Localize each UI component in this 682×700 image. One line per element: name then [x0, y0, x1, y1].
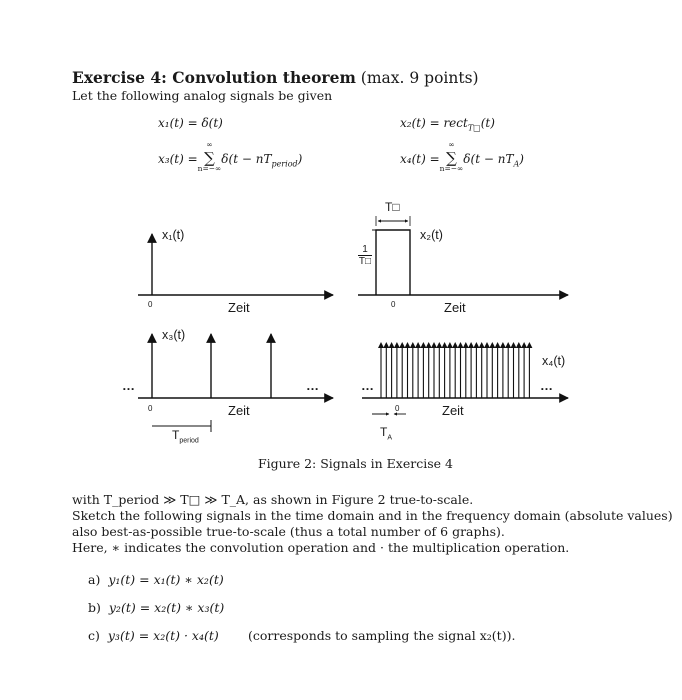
x4-label: x₄(t): [542, 354, 566, 368]
x4-dots-left: …: [361, 378, 374, 393]
x4-impulse-head-25: [511, 342, 517, 348]
task-c: c) y₃(t) = x₂(t) · x₄(t): [88, 628, 219, 643]
x4-impulse-head-21: [489, 342, 495, 348]
x2-height-label: 1 T□: [358, 244, 372, 267]
x1-zero: 0: [148, 300, 153, 309]
x4-dots-right: …: [540, 378, 553, 393]
x3-dots-right: …: [306, 378, 319, 393]
x4-impulse-train: [381, 344, 529, 398]
x4-impulse-head-19: [479, 342, 485, 348]
x4-impulse-head-17: [468, 342, 474, 348]
task-c-note: (corresponds to sampling the signal x₂(t)).: [248, 628, 516, 643]
x4-ta-label: $T_A$: [380, 425, 393, 442]
x4-impulse-head-5: [405, 342, 411, 348]
x2-width-label: T□: [385, 200, 400, 214]
x4-impulse-head-12: [442, 342, 448, 348]
x4-impulse-head-24: [505, 342, 511, 348]
x3-zero: 0: [148, 404, 153, 413]
x4-zeit: Zeit: [442, 403, 464, 418]
figure-caption: Figure 2: Signals in Exercise 4: [258, 456, 453, 471]
x4-impulse-head-23: [500, 342, 506, 348]
text-line-1: with T_period ≫ T□ ≫ T_A, as shown in Figure 2 true-to-scale.: [72, 492, 474, 507]
x2-label: x₂(t): [420, 228, 443, 242]
equation-x3: x₃(t) = ∑ ∞ n=−∞ $\delta(t - nT_{period})$: [158, 140, 303, 173]
x4-impulse-head-22: [495, 342, 501, 348]
x4-impulse-head-9: [426, 342, 432, 348]
text-line-3: also best-as-possible true-to-scale (thus a total number of 6 graphs).: [72, 524, 505, 539]
x4-impulse-head-15: [458, 342, 464, 348]
sum-symbol: ∑ ∞ n=−∞: [197, 140, 222, 173]
x4-impulse-head-26: [516, 342, 522, 348]
x4-zero: 0: [395, 404, 400, 413]
x2-zeit: Zeit: [444, 300, 466, 315]
x4-impulse-head-16: [463, 342, 469, 348]
x1-zeit: Zeit: [228, 300, 250, 315]
x4-impulse-head-13: [447, 342, 453, 348]
task-b: b) y₂(t) = x₂(t) ∗ x₃(t): [88, 600, 225, 615]
x4-impulse-head-7: [415, 342, 421, 348]
task-a: a) y₁(t) = x₁(t) ∗ x₂(t): [88, 572, 224, 587]
x3-label: x₃(t): [162, 328, 186, 342]
exercise-title-bold: Exercise 4: Convolution theorem: [72, 68, 356, 87]
x4-impulse-head-11: [436, 342, 442, 348]
sum-symbol: ∑ ∞ n=−∞: [439, 140, 464, 173]
x2-zero: 0: [391, 300, 396, 309]
x3-period-label: $T_{period}$: [172, 428, 199, 445]
x4-impulse-head-8: [420, 342, 426, 348]
x4-impulse-head-18: [473, 342, 479, 348]
x3-dots-left: …: [122, 378, 135, 393]
x4-impulse-head-2: [389, 342, 395, 348]
x4-impulse-head-20: [484, 342, 490, 348]
x4-impulse-head-1: [383, 342, 389, 348]
x1-label: x₁(t): [162, 228, 185, 242]
equation-x1: x₁(t) = δ(t): [158, 116, 223, 130]
x4-impulse-head-0: [378, 342, 384, 348]
x4-impulse-head-10: [431, 342, 437, 348]
x4-impulse-head-28: [526, 342, 532, 348]
x3-zeit: Zeit: [228, 403, 250, 418]
x4-impulse-head-14: [452, 342, 458, 348]
equation-x4: x₄(t) = ∑ ∞ n=−∞ $\delta(t - nT_A)$: [400, 140, 524, 173]
x2-rect-pulse: [376, 230, 410, 295]
x4-impulse-head-27: [521, 342, 527, 348]
equation-x2: x₂(t) = rect$_{T□}$(t): [400, 116, 495, 133]
x4-impulse-head-3: [394, 342, 400, 348]
intro-text: Let the following analog signals be given: [72, 88, 333, 103]
x4-impulse-head-4: [399, 342, 405, 348]
x4-impulse-head-6: [410, 342, 416, 348]
exercise-points: (max. 9 points): [360, 69, 479, 87]
text-line-2: Sketch the following signals in the time domain and in the frequency domain (absolute values): [72, 508, 673, 523]
text-line-4: Here, ∗ indicates the convolution operation and · the multiplication operation.: [72, 540, 570, 555]
